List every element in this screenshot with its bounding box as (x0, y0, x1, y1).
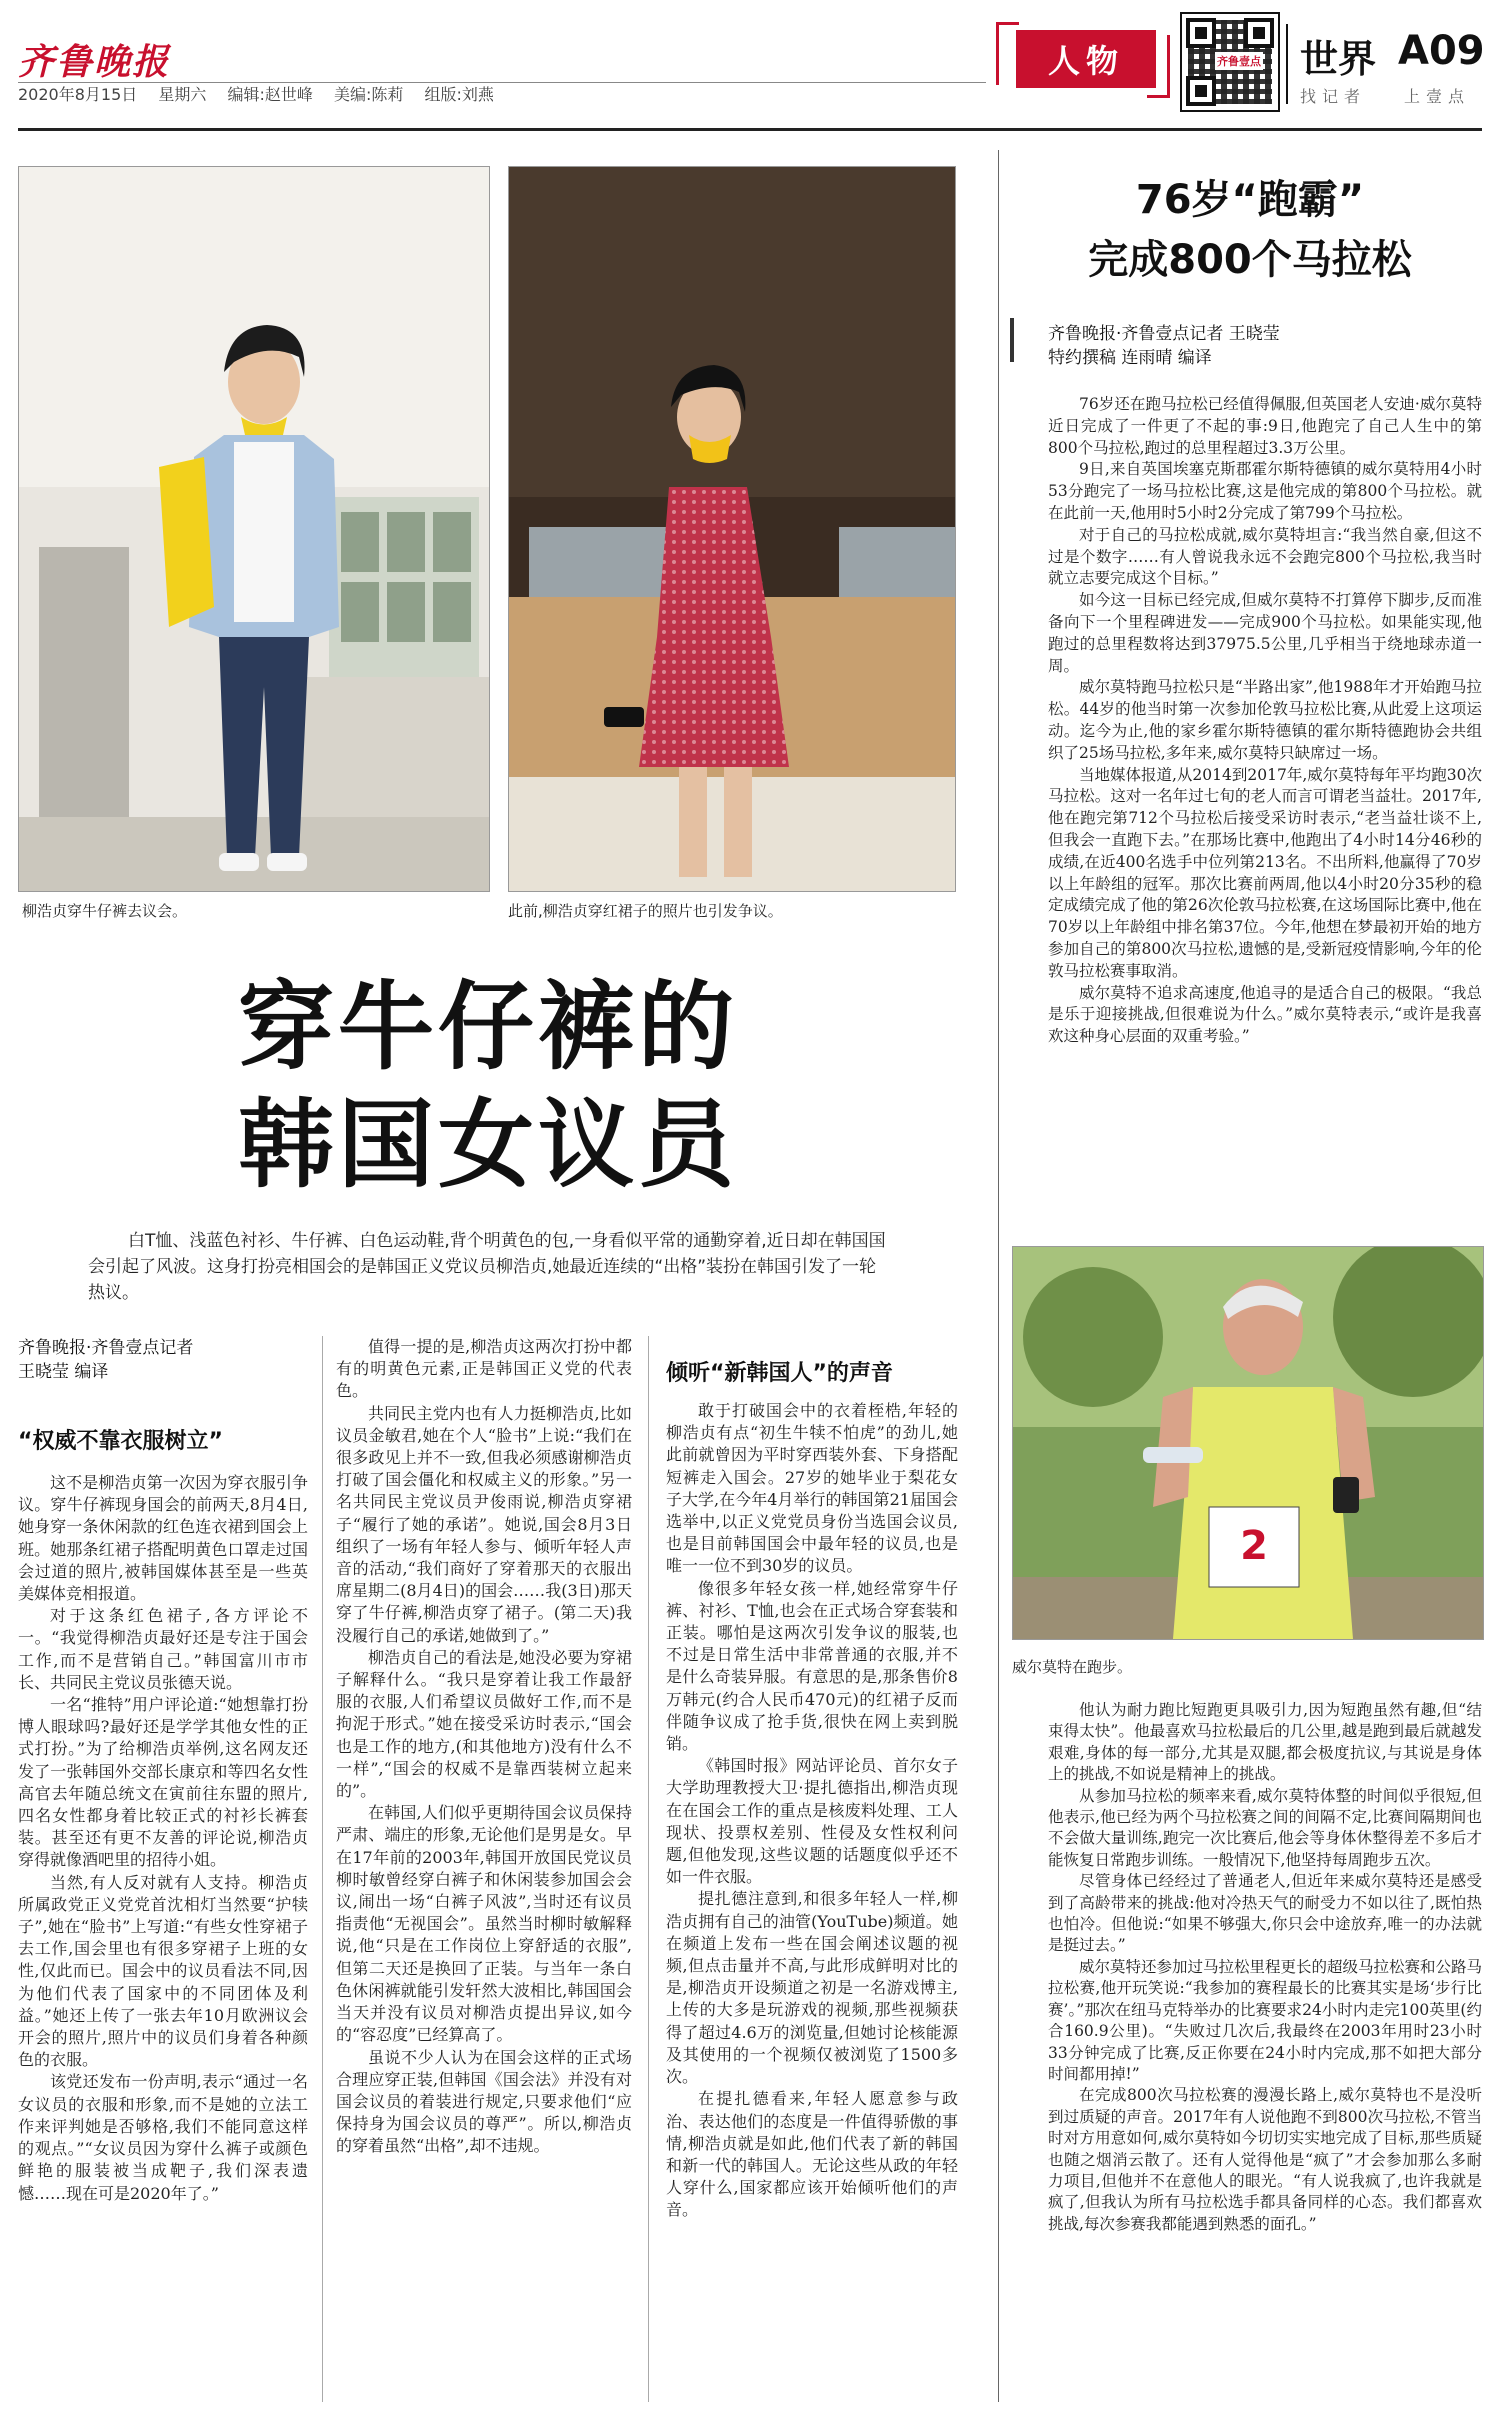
page-number: A09 (1398, 28, 1485, 74)
paragraph: 敢于打破国会中的衣着桎梏,年轻的柳浩贞有点“初生牛犊不怕虎”的劲儿,她此前就曾因为平时穿西装外套、下身搭配短裤走入国会。27岁的她毕业于梨花女子大学,在今年4月举行的韩国第21届国会选举中,以正义党党员身份当选国会议员,也是目前韩国国会中最年轻的议员,也是唯一一位不到30岁的议员。 (666, 1401, 958, 1576)
column-divider (322, 1336, 323, 2402)
qr-code-icon[interactable] (1180, 12, 1280, 112)
masthead-tagline-right: 上壹点 (1404, 87, 1471, 106)
editor-credit: 编辑:赵世峰 (227, 85, 313, 104)
qr-label: 齐鲁壹点 (1215, 52, 1263, 70)
paragraph: 对于这条红色裙子,各方评论不一。“我觉得柳浩贞最好还是专注于国会工作,而不是营销自己。”韩国富川市市长、共同民主党议员张德天说。 (18, 1606, 308, 1692)
photo-runner (1012, 1246, 1484, 1640)
section-tab (1016, 30, 1156, 88)
art-editor-credit: 美编:陈莉 (333, 85, 404, 104)
photo-red-dress-caption: 此前,柳浩贞穿红裙子的照片也引发争议。 (508, 902, 783, 920)
paragraph: 一名“推特”用户评论道:“她想靠打扮博人眼球吗?最好还是学学其他女性的正式打扮。”为了给柳浩贞举例,这名网友还发了一张韩国外交部长康京和等四名女性高官去年随总统文在寅前往东盟的照片,四名女性都身着比较正式的衬衫长裤套装。甚至还有更不友善的评论说,柳浩贞穿得就像酒吧里的招待小姐。 (18, 1695, 308, 1870)
byline-marker (1010, 318, 1014, 362)
main-headline-line1: 穿牛仔裤的 (238, 971, 738, 1083)
paragraph: 从参加马拉松的频率来看,威尔莫特体整的时间似乎很短,但他表示,他已经为两个马拉松赛之间的间隔不定,比赛间隔期间也不会做大量训练,跑完一次比赛后,他会等身体休整得差不多后才能恢复日常跑步训练。一般情况下,他坚持每周跑步五次。 (1048, 1786, 1482, 1869)
paragraph: 对于自己的马拉松成就,威尔莫特坦言:“我当然自豪,但这不过是个数字……有人曾说我永远不会跑完800个马拉松,我当时就立志要完成这个目标。” (1048, 525, 1482, 588)
main-column-3 (666, 1400, 958, 2222)
paragraph: 在韩国,人们似乎更期待国会议员保持严肃、端庄的形象,无论他们是男是女。早在17年前的2003年,韩国开放国民党议员柳时敏曾经穿白裤子和休闲装参加国会会议,闹出一场“白裤子风波”,当时还有议员指责他“无视国会”。虽然当时柳时敏解释说,他“只是在工作岗位上穿舒适的衣服”,但第二天还是换回了正装。与当年一条白色休闲裤就能引发轩然大波相比,韩国国会当天并没有议员对柳浩贞提出异议,如今的“容忍度”已经算高了。 (336, 1803, 632, 2045)
paragraph: 在提扎德看来,年轻人愿意参与政治、表达他们的态度是一件值得骄傲的事情,柳浩贞就是如此,他们代表了新的韩国和新一代的韩国人。无论这些从政的年轻人穿什么,国家都应该开始倾听他们的声音。 (666, 2089, 958, 2220)
right-column-top (1048, 394, 1482, 1048)
paragraph: 尽管身体已经经过了普通老人,但近年来威尔莫特还是感受到了高龄带来的挑战:他对冷热天气的耐受力不如以往了,既怕热也怕冷。但他说:“如果不够强大,你只会中途放弃,唯一的办法就是挺过去。” (1048, 1872, 1482, 1955)
right-byline-translator: 特约撰稿 连雨晴 编译 (1048, 348, 1212, 368)
photo-runner-caption: 威尔莫特在跑步。 (1012, 1658, 1133, 1676)
masthead-bottom-rule (18, 128, 1482, 131)
right-column-divider (998, 150, 999, 2402)
right-headline-line2: 完成800个马拉松 (1088, 237, 1412, 283)
paragraph: 他认为耐力跑比短跑更具吸引力,因为短跑虽然有趣,但“结束得太快”。他最喜欢马拉松最后的几公里,越是跑到最后就越发艰难,身体的每一部分,尤其是双腿,都会极度抗议,与其说是身体上的挑战,不如说是精神上的挑战。 (1048, 1701, 1482, 1784)
paragraph: 像很多年轻女孩一样,她经常穿牛仔裤、衬衫、T恤,也会在正式场合穿套装和正装。哪怕是这两次引发争议的服装,也不过是日常生活中非常普通的衣服,并不是什么奇装异服。有意思的是,那条售价8万韩元(约合人民币470元)的红裙子反而伴随争议成了抢手货,很快在网上卖到脱销。 (666, 1578, 958, 1754)
section-tab-label: 人物 (1047, 42, 1124, 80)
paragraph: 76岁还在跑马拉松已经值得佩服,但英国老人安迪·威尔莫特近日完成了一件更了不起的事:9日,他跑完了自己人生中的第800个马拉松,跑过的总里程超过3.3万公里。 (1048, 395, 1482, 457)
main-byline-translator: 王晓莹 编译 (18, 1362, 109, 1382)
layout-credit: 组版:刘燕 (424, 85, 494, 104)
svg-text:2: 2 (1240, 1523, 1268, 1569)
paragraph: 该党还发布一份声明,表示“通过一名女议员的衣服和形象,而不是她的立法工作来评判她是否够格,我们不能同意这样的观点。”“女议员因为穿什么裤子或颜色鲜艳的服装被当成靶子,我们深表遗憾……现在可是2020年了。” (18, 2072, 308, 2203)
main-dek: 白T恤、浅蓝色衬衫、牛仔裤、白色运动鞋,背个明黄色的包,一身看似平常的通勤穿着,近日却在韩国国会引起了风波。这身打扮亮相国会的是韩国正义党议员柳浩贞,她最近连续的“出格”装扮在韩国引发了一轮热议。 (88, 1231, 886, 1303)
paragraph: 这不是柳浩贞第一次因为穿衣服引争议。穿牛仔裤现身国会的前两天,8月4日,她身穿一条休闲款的红色连衣裙到国会上班。她那条红裙子搭配明黄色口罩走过国会过道的照片,被韩国媒体甚至是一些英美媒体竞相报道。 (18, 1473, 308, 1604)
photo-runner-image (1013, 1247, 1483, 1639)
masthead-divider (1286, 24, 1288, 104)
paragraph: 当地媒体报道,从2014到2017年,威尔莫特每年平均跑30次马拉松。这对一名年过七旬的老人而言可谓老当益壮。2017年,他在跑完第712个马拉松后接受采访时表示,“老当益壮谈不上,但我会一直跑下去。”在那场比赛中,他跑出了4小时14分46秒的成绩,在近400名选手中位列第213名。不出所料,他赢得了70岁以上年龄组的冠军。那次比赛前两周,他以4小时20分35秒的稳定成绩完成了他的第26次伦敦马拉松赛,在这场国际比赛中,他在70岁以上年龄组中排名第37位。今年,他想在梦最初开始的地方参加自己的第800次马拉松,遗憾的是,受新冠疫情影响,今年的伦敦马拉松赛事取消。 (1048, 765, 1482, 980)
main-headline-line2: 韩国女议员 (238, 1089, 738, 1201)
paragraph: 9日,来自英国埃塞克斯郡霍尔斯特德镇的威尔莫特用4小时53分跑完了一场马拉松比赛,这是他完成的第800个马拉松。就在此前一天,他用时5小时2分完成了第799个马拉松。 (1048, 460, 1482, 522)
paragraph: 威尔莫特跑马拉松只是“半路出家”,他1988年才开始跑马拉松。44岁的他当时第一次参加伦敦马拉松比赛,从此爱上这项运动。迄今为止,他的家乡霍尔斯特德镇的霍尔斯特德跑协会共组织了25场马拉松,多年来,威尔莫特只缺席过一场。 (1048, 678, 1482, 762)
right-headline-line1: 76岁“跑霸” (1135, 177, 1365, 223)
right-byline (1048, 322, 1280, 370)
right-byline-reporter: 齐鲁晚报·齐鲁壹点记者 王晓莹 (1048, 324, 1280, 344)
paragraph: 《韩国时报》网站评论员、首尔女子大学助理教授大卫·提扎德指出,柳浩贞现在在国会工作的重点是核废料处理、工人现状、投票权差别、性侵及女性权利问题,但他发现,这些议题的话题度似乎还不如一件衣服。 (666, 1756, 958, 1887)
masthead-tagline-left: 找记者 (1300, 87, 1367, 106)
paragraph: 如今这一目标已经完成,但威尔莫特不打算停下脚步,反而准备向下一个里程碑进发——完成900个马拉松。如果能实现,他跑过的总里程数将达到37975.5公里,几乎相当于绕地球赤道一周。 (1048, 591, 1482, 675)
right-column-bottom (1048, 1700, 1482, 2235)
paragraph: 值得一提的是,柳浩贞这两次打扮中都有的明黄色元素,正是韩国正义党的代表色。 (336, 1337, 632, 1401)
photo-red-dress-image (509, 167, 955, 891)
section-name: 世界 (1300, 37, 1377, 81)
masthead-info (18, 82, 510, 105)
photo-red-dress (508, 166, 956, 892)
paragraph: 提扎德注意到,和很多年轻人一样,柳浩贞拥有自己的油管(YouTube)频道。她在频道上发布一些在国会阐述议题的视频,但点击量并不高,与此形成鲜明对比的是,柳浩贞开设频道之初是一名游戏博主,上传的大多是玩游戏的视频,那些视频获得了超过4.6万的浏览量,但她讨论核能源及其使用的一个视频仅被浏览了1500多次。 (666, 1889, 958, 2087)
paragraph: 虽说不少人认为在国会这样的正式场合理应穿正装,但韩国《国会法》并没有对国会议员的着装进行规定,只要求他们“应保持身为国会议员的尊严”。所以,柳浩贞的穿着虽然“出格”,却不违规。 (336, 2047, 632, 2156)
main-headline (238, 968, 738, 1204)
column-divider (648, 1336, 649, 2402)
paragraph: 当然,有人反对就有人支持。柳浩贞所属政党正义党党首沈相灯当然要“护犊子”,她在“脸书”上写道:“有些女性穿裙子去工作,国会里也有很多穿裙子上班的女性,仅此而已。国会中的议员看法不同,因为他们代表了国家中的不同团体及利益。”她还上传了一张去年10月欧洲议会开会的照片,照片中的议员们身着各种颜色的衣服。 (18, 1872, 308, 2070)
paragraph: 在完成800次马拉松赛的漫漫长路上,威尔莫特也不是没听到过质疑的声音。2017年有人说他跑不到800次马拉松,不管当时对方用意如何,威尔莫特如今切切实实地完成了目标,那些质疑也随之烟消云散了。还有人觉得他是“疯了”才会参加那么多耐力项目,但他并不在意他人的眼光。“有人说我疯了,也许我就是疯了,但我认为所有马拉松选手都具备同样的心态。我们都喜欢挑战,每次参赛我都能遇到熟悉的面孔。” (1048, 2086, 1482, 2233)
newspaper-logo: 齐鲁晚报 (18, 41, 171, 83)
paragraph: 柳浩贞自己的看法是,她没必要为穿裙子解释什么。“我只是穿着让我工作最舒服的衣服,人们希望议员做好工作,而不是拘泥于形式。”她在接受采访时表示,“国会也是工作的地方,(和其他地方)没有什么不一样”,“国会的权威不是靠西装树立起来的”。 (336, 1647, 632, 1801)
main-byline-reporter: 齐鲁晚报·齐鲁壹点记者 (18, 1338, 194, 1358)
main-byline (18, 1336, 193, 1384)
photo-jeans-image (19, 167, 489, 891)
paragraph: 共同民主党内也有人力挺柳浩贞,比如议员金敏君,她在个人“脸书”上说:“我们在很多政见上并不一致,但我必须感谢柳浩贞打破了国会僵化和权威主义的形象。”另一名共同民主党议员尹俊雨说,柳浩贞穿裙子“履行了她的承诺”。她说,国会8月3日组织了一场有年轻人参与、倾听年轻人声音的活动,“我们商好了穿着那天的衣服出席星期二(8月4日)的国会……我(3日)那天穿了牛仔裤,柳浩贞穿了裙子。(第二天)我没履行自己的承诺,她做到了。” (336, 1403, 632, 1645)
subhead-new-koreans: 倾听“新韩国人”的声音 (666, 1361, 893, 1386)
issue-weekday: 星期六 (158, 85, 207, 104)
photo-jeans-caption: 柳浩贞穿牛仔裤去议会。 (22, 902, 188, 920)
subhead-authority: “权威不靠衣服树立” (18, 1429, 223, 1454)
paragraph: 威尔莫特不追求高速度,他追寻的是适合自己的极限。“我总是乐于迎接挑战,但很难说为什么。”威尔莫特表示,“或许是我喜欢这种身心层面的双重考验。” (1048, 983, 1482, 1046)
photo-jeans (18, 166, 490, 892)
main-column-2 (336, 1336, 632, 2158)
right-headline (1020, 170, 1480, 290)
paragraph: 威尔莫特还参加过马拉松里程更长的超级马拉松赛和公路马拉松赛,他开玩笑说:“我参加的赛程最长的比赛其实是场‘步行比赛’。”那次在纽马克特举办的比赛要求24小时内走完100英里(约合160.9公里)。“失败过几次后,我最终在2003年用时23小时33分钟完成了比赛,反正你要在24小时内完成,那不如把大部分时间都用掉!” (1048, 1957, 1483, 2083)
issue-date: 2020年8月15日 (18, 85, 138, 104)
main-column-1 (18, 1472, 308, 2205)
